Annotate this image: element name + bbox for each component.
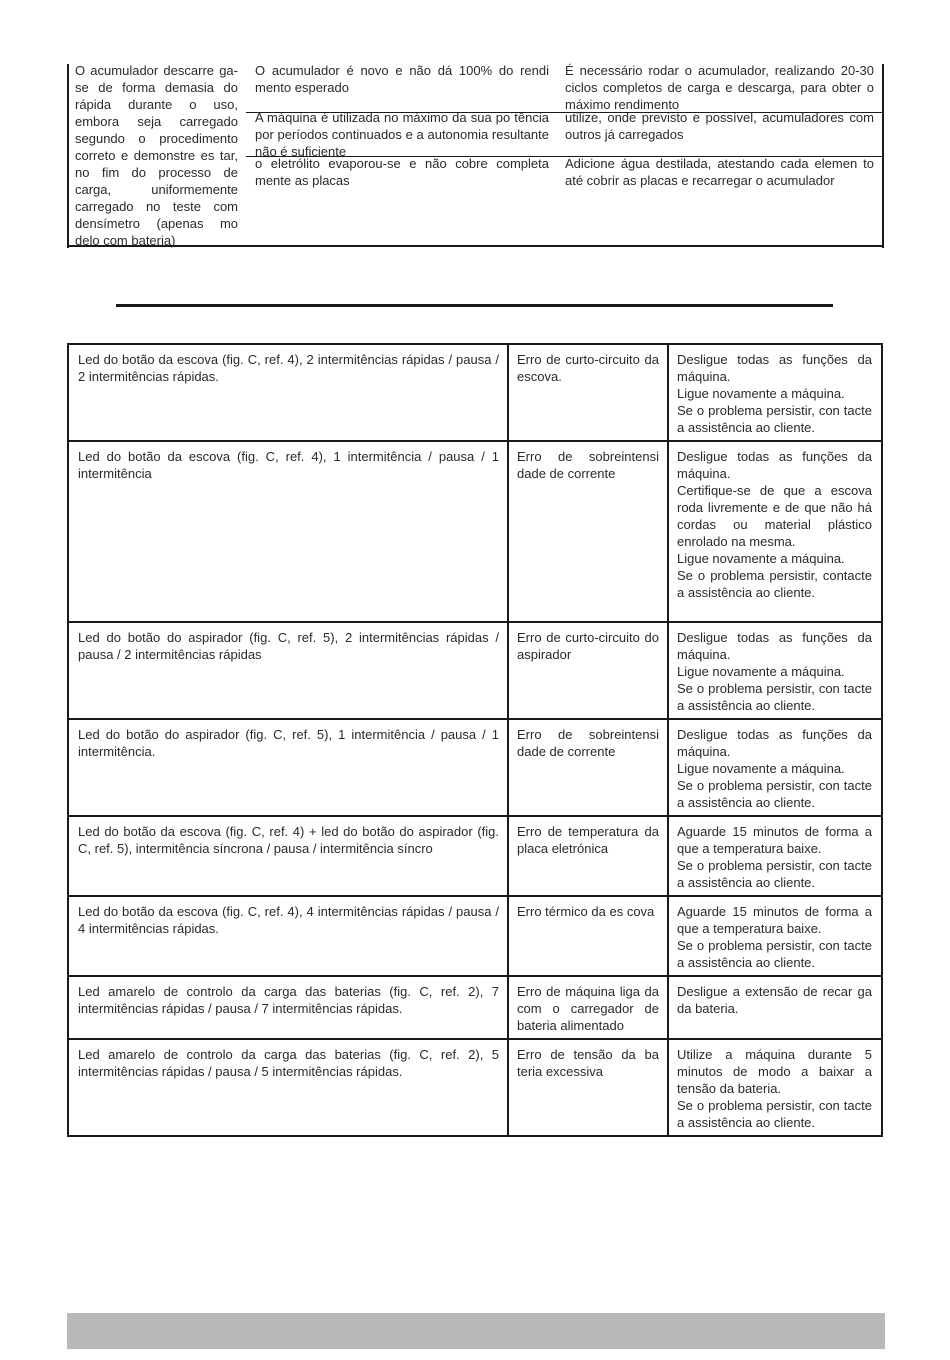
error-row-signal: Led amarelo de controlo da carga das baterias (fig. C, ref. 2), 5 intermitências rápidas / pausa / 5 intermitências rápidas.	[78, 1047, 499, 1079]
action-line: Certifique-se de que a escova roda livremente e de que não há cordas ou material plástico enrolado na mesma.	[677, 483, 872, 549]
action-line: Aguarde 15 minutos de forma a que a temperatura baixe.	[677, 824, 872, 856]
action-line: Se o problema persistir, con tacte a assistência ao cliente.	[677, 858, 872, 890]
error-row-signal: Led do botão do aspirador (fig. C, ref. 5), 1 intermitência / pausa / 1 intermitência.	[78, 727, 499, 759]
error-table-bottom-border	[67, 1135, 883, 1137]
error-row-signal: Led do botão da escova (fig. C, ref. 4) + led do botão do aspirador (fig. C, ref. 5), intermitência síncrona / pausa / intermitência síncro	[78, 824, 499, 856]
error-row-signal: Led do botão da escova (fig. C, ref. 4), 4 intermitências rápidas / pausa / 4 intermitências rápidas.	[78, 904, 499, 936]
error-row-actions	[677, 903, 872, 971]
action-line: Ligue novamente a máquina.	[677, 761, 845, 776]
action-line: Se o problema persistir, con tacte a assistência ao cliente.	[677, 778, 872, 810]
action-line: Se o problema persistir, con tacte a assistência ao cliente.	[677, 681, 872, 713]
error-row-actions	[677, 629, 872, 714]
error-row-signal: Led do botão da escova (fig. C, ref. 4), 1 intermitência / pausa / 1 intermitência	[78, 449, 499, 481]
error-row-actions	[677, 983, 872, 1017]
action-line: Se o problema persistir, con tacte a assistência ao cliente.	[677, 1098, 872, 1130]
top-table-remedy: utilize, onde previsto e possível, acumuladores com outros já carregados	[565, 110, 874, 142]
top-table-remedy: Adicione água destilada, atestando cada elemen to até cobrir as placas e recarregar o acumulador	[565, 156, 874, 188]
action-line: Desligue todas as funções da máquina.	[677, 449, 872, 481]
action-line: Aguarde 15 minutos de forma a que a temperatura baixe.	[677, 904, 872, 936]
error-table-row-divider	[67, 718, 883, 720]
top-table-cause-label: O acumulador descarre ga-se de forma demasia do rápida durante o uso, embora seja carregado segundo o procedimento correto e demonstre es tar, no fim do processo de carga, uniformemente carregado no teste com densímetro (apenas mo delo com bateria)	[75, 63, 238, 248]
error-row-signal: Led do botão do aspirador (fig. C, ref. 5), 2 intermitências rápidas / pausa / 2 intermitências rápidas	[78, 630, 499, 662]
error-row-actions	[677, 351, 872, 436]
action-line: Se o problema persistir, contacte a assistência ao cliente.	[677, 568, 872, 600]
action-line: Desligue todas as funções da máquina.	[677, 630, 872, 662]
error-row-signal: Led amarelo de controlo da carga das baterias (fig. C, ref. 2), 7 intermitências rápidas / pausa / 7 intermitências rápidas.	[78, 984, 499, 1016]
error-table-top-border	[67, 343, 883, 345]
error-table-right-border	[881, 343, 883, 1137]
action-line: Se o problema persistir, con tacte a assistência ao cliente.	[677, 938, 872, 970]
action-line: Desligue a extensão de recar ga da bateria.	[677, 984, 872, 1016]
action-line: Ligue novamente a máquina.	[677, 551, 845, 566]
error-row-error: Erro de temperatura da placa eletrónica	[517, 824, 659, 856]
section-separator	[116, 304, 833, 307]
error-table-col-divider	[667, 343, 669, 1137]
action-line: Ligue novamente a máquina.	[677, 386, 845, 401]
error-row-error: Erro de tensão da ba teria excessiva	[517, 1047, 659, 1079]
top-table-cause: o eletrólito evaporou-se e não cobre completa mente as placas	[255, 156, 549, 188]
action-line: Ligue novamente a máquina.	[677, 664, 845, 679]
error-row-actions	[677, 1046, 872, 1131]
action-line: Utilize a máquina durante 5 minutos de modo a baixar a tensão da bateria.	[677, 1047, 872, 1096]
error-table-col-divider	[507, 343, 509, 1137]
error-row-actions	[677, 448, 872, 601]
error-row-signal: Led do botão da escova (fig. C, ref. 4), 2 intermitências rápidas / pausa / 2 intermitências rápidas.	[78, 352, 499, 384]
error-table-left-border	[67, 343, 69, 1137]
top-table-cause: A máquina é utilizada no máximo da sua po tência por períodos continuados e a autonomia resultante não é suficiente	[255, 110, 549, 159]
error-table-row-divider	[67, 440, 883, 442]
error-row-error: Erro de curto-circuito da escova.	[517, 352, 659, 384]
error-table-row-divider	[67, 975, 883, 977]
error-row-error: Erro térmico da es cova	[517, 904, 655, 919]
error-row-error: Erro de sobreintensi dade de corrente	[517, 727, 659, 759]
top-table-remedy: É necessário rodar o acumulador, realizando 20-30 ciclos completos de carga e descarga, para obter o máximo rendimento	[565, 63, 874, 112]
action-line: Se o problema persistir, con tacte a assistência ao cliente.	[677, 403, 872, 435]
error-row-error: Erro de máquina liga da com o carregador de bateria alimentado	[517, 984, 659, 1033]
error-row-error: Erro de sobreintensi dade de corrente	[517, 449, 659, 481]
error-table-row-divider	[67, 895, 883, 897]
error-row-actions	[677, 823, 872, 891]
top-table-left-border	[67, 64, 69, 248]
error-table-row-divider	[67, 815, 883, 817]
error-row-error: Erro de curto-circuito do aspirador	[517, 630, 659, 662]
top-table-cause: O acumulador é novo e não dá 100% do rendi mento esperado	[255, 63, 549, 95]
error-table-row-divider	[67, 1038, 883, 1040]
error-row-actions	[677, 726, 872, 811]
error-table-row-divider	[67, 621, 883, 623]
footer-bar	[67, 1313, 885, 1349]
action-line: Desligue todas as funções da máquina.	[677, 352, 872, 384]
action-line: Desligue todas as funções da máquina.	[677, 727, 872, 759]
